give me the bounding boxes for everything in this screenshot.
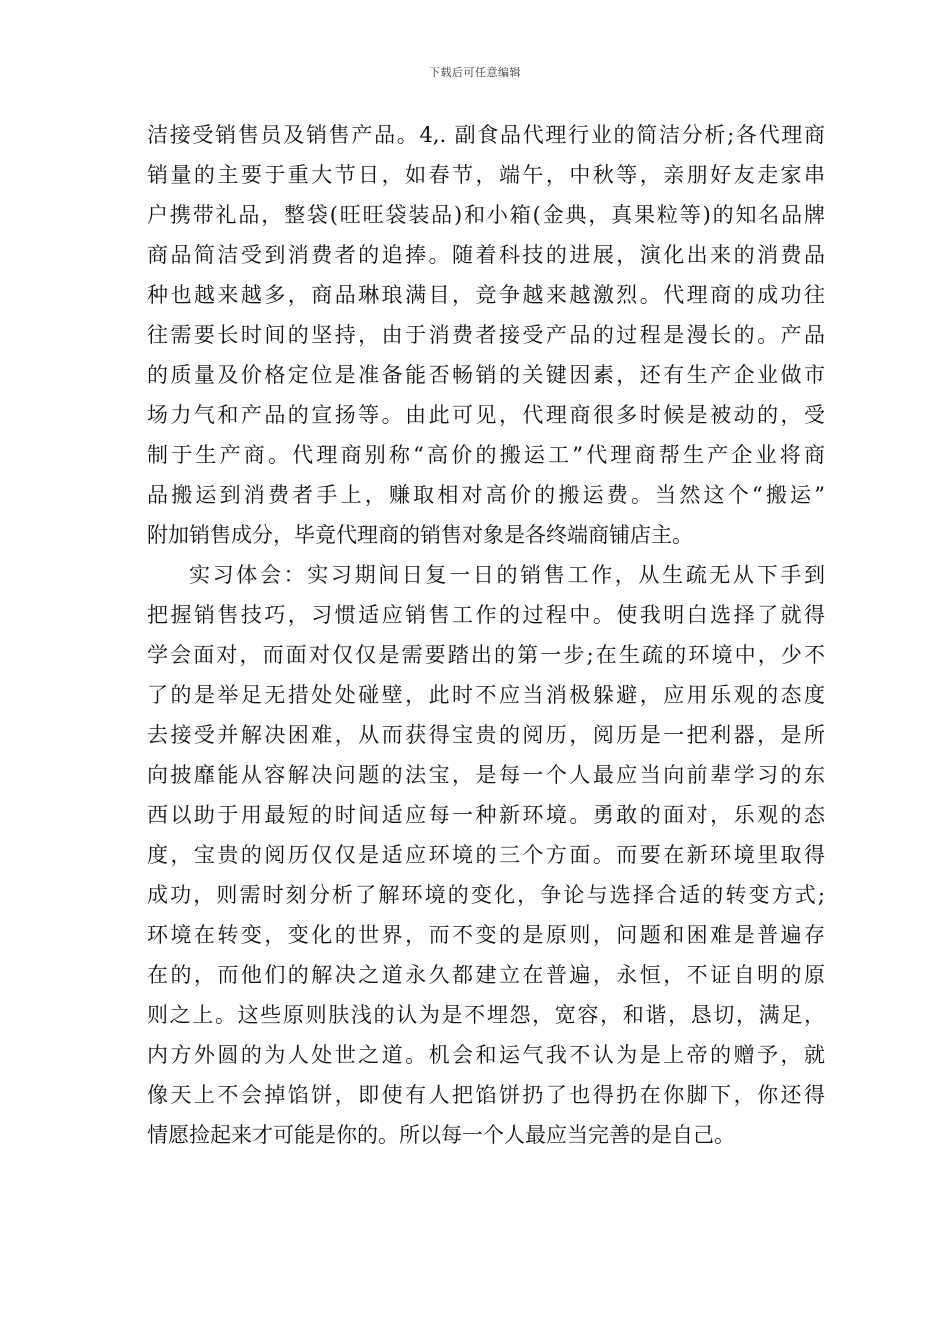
- page-header: 下载后可任意编辑: [429, 66, 521, 79]
- text-line: 成功，则需时刻分析了解环境的变化，争论与选择合适的转变方式;: [147, 883, 825, 907]
- text-line: 环境在转变，变化的世界，而不变的是原则，问题和困难是普遍存: [147, 923, 825, 947]
- text-line: 内方外圆的为人处世之道。机会和运气我不认为是上帝的赠予，就: [147, 1043, 825, 1067]
- text-line: 附加销售成分，毕竟代理商的销售对象是各终端商铺店主。: [147, 523, 693, 547]
- text-line: 实习体会：实习期间日复一日的销售工作，从生疏无从下手到: [189, 563, 825, 587]
- text-line: 户携带礼品，整袋(旺旺袋装品)和小箱(金典，真果粒等)的知名品牌: [147, 203, 825, 227]
- text-line: 度，宝贵的阅历仅仅是适应环境的三个方面。而要在新环境里取得: [147, 843, 825, 867]
- text-line: 商品简洁受到消费者的追捧。随着科技的进展，演化出来的消费品: [147, 243, 825, 267]
- text-line: 制于生产商。代理商别称“高价的搬运工”代理商帮生产企业将商: [147, 443, 825, 467]
- paragraph-1: [147, 115, 825, 555]
- text-line: 则之上。这些原则肤浅的认为是不埋怨，宽容，和谐，恳切，满足，: [147, 1003, 825, 1027]
- paragraph-2: [147, 555, 825, 1155]
- text-line: 学会面对，而面对仅仅是需要踏出的第一步;在生疏的环境中，少不: [147, 643, 825, 667]
- text-line: 场力气和产品的宣扬等。由此可见，代理商很多时候是被动的，受: [147, 403, 825, 427]
- text-line: 去接受并解决困难，从而获得宝贵的阅历，阅历是一把利器，是所: [147, 723, 825, 747]
- text-line: 向披靡能从容解决问题的法宝，是每一个人最应当向前辈学习的东: [147, 763, 825, 787]
- text-line: 了的是举足无措处处碰壁，此时不应当消极躲避，应用乐观的态度: [147, 683, 825, 707]
- text-line: 种也越来越多，商品琳琅满目，竞争越来越激烈。代理商的成功往: [147, 283, 825, 307]
- text-line: 销量的主要于重大节日，如春节，端午，中秋等，亲朋好友走家串: [147, 163, 825, 187]
- text-line: 品搬运到消费者手上，赚取相对高价的搬运费。当然这个“搬运”: [147, 483, 825, 507]
- text-line: 像天上不会掉馅饼，即使有人把馅饼扔了也得扔在你脚下，你还得: [147, 1083, 825, 1107]
- text-line: 洁接受销售员及销售产品。4,. 副食品代理行业的简洁分析;各代理商: [147, 123, 825, 147]
- text-line: 西以助于用最短的时间适应每一种新环境。勇敢的面对，乐观的态: [147, 803, 825, 827]
- text-line: 往需要长时间的坚持，由于消费者接受产品的过程是漫长的。产品: [147, 323, 825, 347]
- text-line: 把握销售技巧，习惯适应销售工作的过程中。使我明白选择了就得: [147, 603, 825, 627]
- text-line: 情愿捡起来才可能是你的。所以每一个人最应当完善的是自己。: [147, 1123, 735, 1147]
- document-body: [147, 115, 825, 1155]
- text-line: 的质量及价格定位是准备能否畅销的关键因素，还有生产企业做市: [147, 363, 825, 387]
- text-line: 在的，而他们的解决之道永久都建立在普遍，永恒，不证自明的原: [147, 963, 825, 987]
